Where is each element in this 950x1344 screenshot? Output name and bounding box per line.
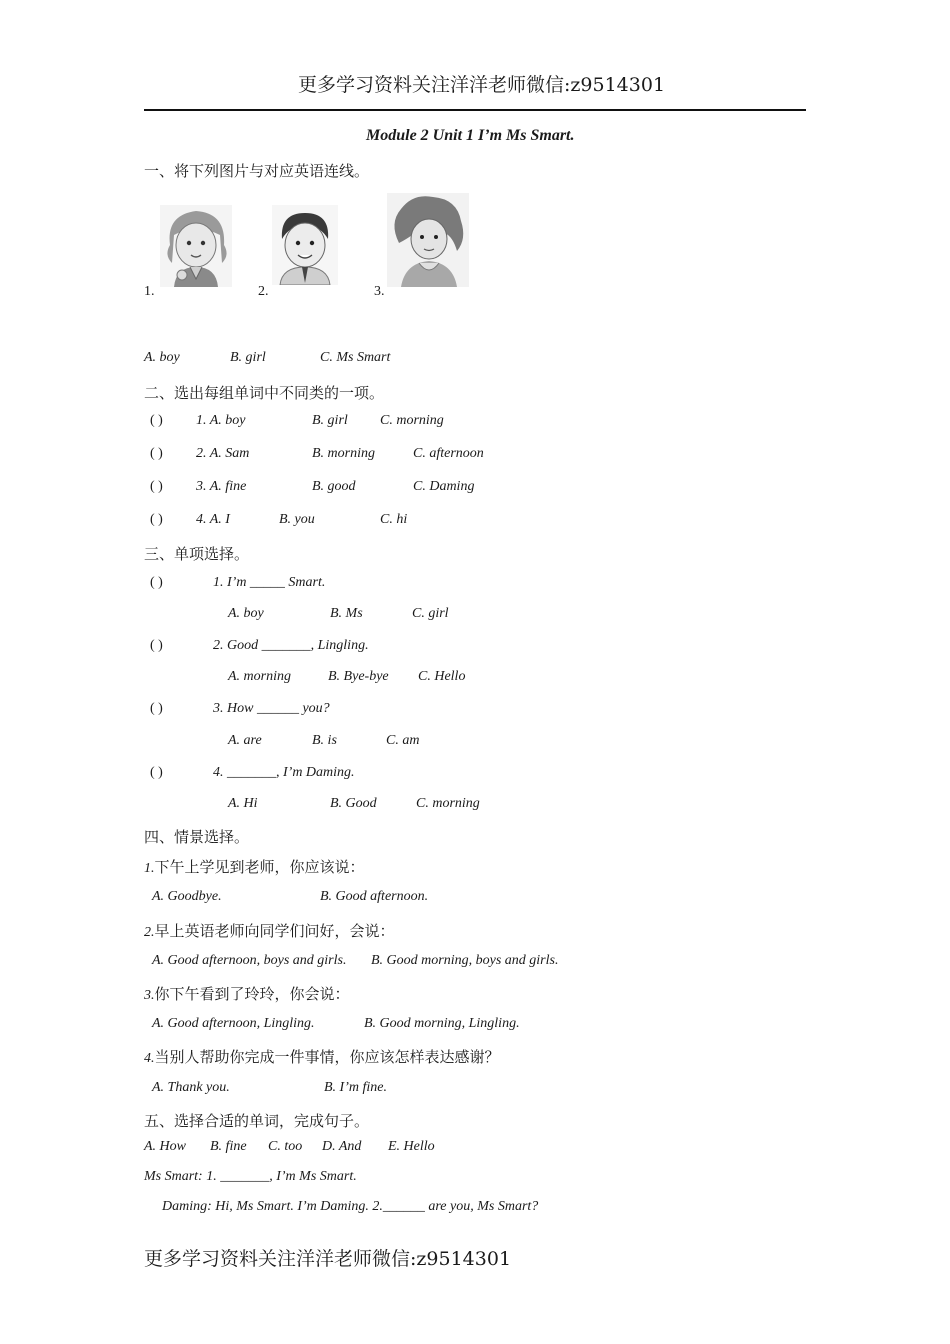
s3-q3-option-c: C. am <box>386 733 420 748</box>
s2-item2-c: C. afternoon <box>413 446 484 461</box>
s1-option-a: A. boy <box>144 350 180 365</box>
section3-heading: 三、单项选择。 <box>144 545 250 563</box>
s2-item1-b: B. girl <box>312 413 348 428</box>
page-footer: 更多学习资料关注洋洋老师微信:z9514301 <box>144 1248 512 1270</box>
s3-question-4: 4. _______, I’m Daming. <box>213 765 355 780</box>
s4-q3-option-a: A. Good afternoon, Lingling. <box>152 1016 315 1031</box>
s3-q2-option-b: B. Bye-bye <box>328 669 389 684</box>
s3-q2-option-c: C. Hello <box>418 669 466 684</box>
pic-label-2: 2. <box>258 284 269 299</box>
section1-heading: 一、将下列图片与对应英语连线。 <box>144 162 370 180</box>
s2-item1-c: C. morning <box>380 413 444 428</box>
s2-paren-4: ( ) <box>150 512 163 527</box>
s3-paren-1: ( ) <box>150 575 163 590</box>
s2-item3-c: C. Daming <box>413 479 475 494</box>
girl-picture <box>160 205 232 287</box>
s1-option-b: B. girl <box>230 350 266 365</box>
s4-question-4: 4.当别人帮助你完成一件事情，你应该怎样表达感谢？ <box>144 1048 500 1066</box>
s5-dialogue-line-2: Daming: Hi, Ms Smart. I’m Daming. 2.______ are you, Ms Smart? <box>162 1199 539 1214</box>
s2-item2-a: 2. A. Sam <box>196 446 250 461</box>
s3-q4-option-c: C. morning <box>416 796 480 811</box>
s5-option-e: E. Hello <box>388 1139 435 1154</box>
s3-question-2: 2. Good _______, Lingling. <box>213 638 369 653</box>
s2-paren-1: ( ) <box>150 413 163 428</box>
boy-picture <box>272 205 338 285</box>
section4-heading: 四、情景选择。 <box>144 828 250 846</box>
s2-item1-a: 1. A. boy <box>196 413 246 428</box>
s5-option-c: C. too <box>268 1139 303 1154</box>
s4-q2-option-a: A. Good afternoon, boys and girls. <box>152 953 347 968</box>
section2-heading: 二、选出每组单词中不同类的一项。 <box>144 384 385 402</box>
s3-q3-option-b: B. is <box>312 733 337 748</box>
s2-item4-c: C. hi <box>380 512 408 527</box>
s3-question-3: 3. How ______ you? <box>213 701 330 716</box>
s3-question-1: 1. I’m _____ Smart. <box>213 575 326 590</box>
section5-heading: 五、选择合适的单词，完成句子。 <box>144 1112 370 1130</box>
s4-q1-option-b: B. Good afternoon. <box>320 889 429 904</box>
s2-paren-2: ( ) <box>150 446 163 461</box>
s4-q4-option-b: B. I’m fine. <box>324 1080 387 1095</box>
s4-q4-option-a: A. Thank you. <box>152 1080 230 1095</box>
header-divider <box>144 109 806 111</box>
s4-question-3: 3.你下午看到了玲玲，你会说： <box>144 985 350 1003</box>
s3-q1-option-b: B. Ms <box>330 606 363 621</box>
ms-smart-picture <box>387 193 469 287</box>
s2-item3-a: 3. A. fine <box>196 479 247 494</box>
s2-paren-3: ( ) <box>150 479 163 494</box>
s4-q2-option-b: B. Good morning, boys and girls. <box>371 953 559 968</box>
s5-option-a: A. How <box>144 1139 186 1154</box>
s2-item4-b: B. you <box>279 512 315 527</box>
s3-paren-3: ( ) <box>150 701 163 716</box>
s4-q1-option-a: A. Goodbye. <box>152 889 222 904</box>
s2-item3-b: B. good <box>312 479 356 494</box>
s5-option-b: B. fine <box>210 1139 247 1154</box>
s4-question-1: 1.下午上学见到老师，你应该说： <box>144 858 365 876</box>
s5-option-d: D. And <box>322 1139 362 1154</box>
s3-q1-option-c: C. girl <box>412 606 449 621</box>
pic-label-3: 3. <box>374 284 385 299</box>
pic-label-1: 1. <box>144 284 155 299</box>
s3-q1-option-a: A. boy <box>228 606 264 621</box>
page-header: 更多学习资料关注洋洋老师微信:z9514301 <box>298 74 666 96</box>
s4-q3-option-b: B. Good morning, Lingling. <box>364 1016 520 1031</box>
s3-q3-option-a: A. are <box>228 733 262 748</box>
s3-q4-option-b: B. Good <box>330 796 377 811</box>
s4-question-2: 2.早上英语老师向同学们问好，会说： <box>144 922 395 940</box>
s3-q4-option-a: A. Hi <box>228 796 258 811</box>
s3-q2-option-a: A. morning <box>228 669 291 684</box>
s1-option-c: C. Ms Smart <box>320 350 391 365</box>
s3-paren-4: ( ) <box>150 765 163 780</box>
s3-paren-2: ( ) <box>150 638 163 653</box>
s5-dialogue-line-1: Ms Smart: 1. _______, I’m Ms Smart. <box>144 1169 357 1184</box>
page-title: Module 2 Unit 1 I’m Ms Smart. <box>366 127 575 144</box>
s2-item4-a: 4. A. I <box>196 512 230 527</box>
s2-item2-b: B. morning <box>312 446 375 461</box>
